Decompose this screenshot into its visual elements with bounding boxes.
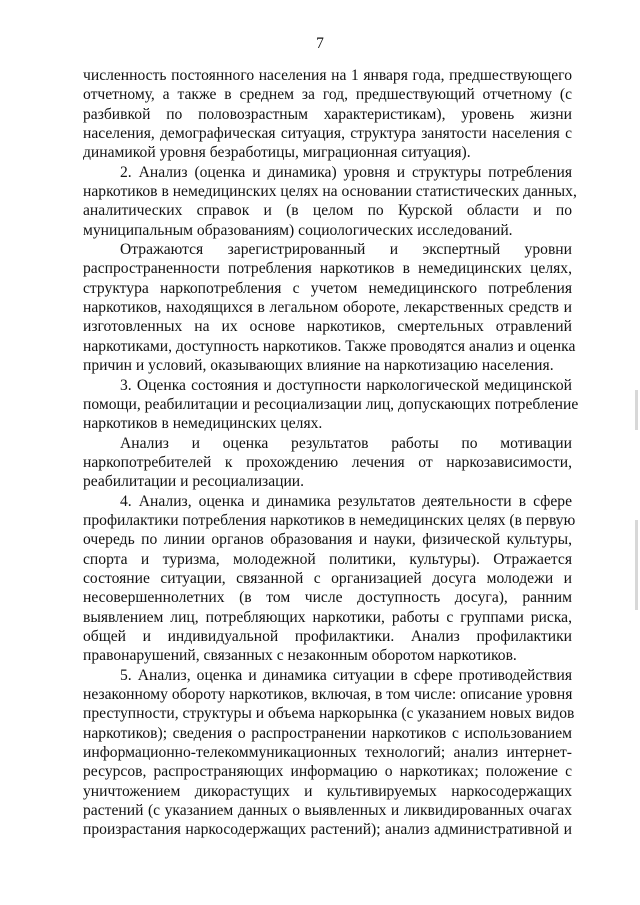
paragraph-item-4	[83, 492, 576, 666]
scan-edge-mark	[635, 520, 638, 610]
text-line: причин и условий, оказывающих влияние на наркотизацию населения.	[83, 357, 554, 375]
text-line: 4. Анализ, оценка и динамика результатов деятельности в сфере	[120, 492, 572, 510]
text-line: реабилитации и ресоциализации.	[83, 473, 305, 491]
text-line: ресурсов, распространяющих информацию о наркотиках; положение с	[83, 763, 572, 781]
text-line: аналитических справок и (в целом по Курской области и по	[83, 202, 572, 220]
scan-edge-mark	[635, 390, 638, 430]
text-line: отчетному, а также в среднем за год, предшествующий отчетному (с	[83, 86, 572, 104]
paragraph-reflected-levels	[83, 240, 576, 375]
text-line: динамикой уровня безработицы, миграционная ситуация).	[83, 144, 471, 162]
paragraph-motivation-analysis	[83, 434, 572, 492]
text-line: наркотиков); сведения о распространении наркотиков с использованием	[83, 724, 572, 742]
text-line: Отражаются зарегистрированный и экспертный уровни	[120, 241, 572, 259]
text-line: состояние ситуации, связанной с организацией досуга молодежи и	[83, 569, 572, 587]
text-line: наркопотребителей к прохождению лечения от наркозависимости,	[83, 453, 572, 471]
text-line: спорта и туризма, молодежной политики, культуры). Отражается	[83, 550, 572, 568]
text-line: населения, демографическая ситуация, структура занятости населения с	[83, 125, 572, 143]
text-line: правонарушений, связанных с незаконным оборотом наркотиков.	[83, 647, 517, 665]
text-line: очередь по линии органов образования и науки, физической культуры,	[83, 531, 572, 549]
text-line: структура наркопотребления с учетом немедицинского потребления	[83, 279, 572, 297]
text-line: наркотиков в немедицинских целях.	[83, 415, 323, 433]
text-line: помощи, реабилитации и ресоциализации лиц, допускающих потребление	[83, 395, 579, 413]
document-body	[83, 66, 579, 840]
text-line: распространенности потребления наркотиков в немедицинских целях,	[83, 260, 572, 278]
text-line: 5. Анализ, оценка и динамика ситуации в сфере противодействия	[120, 666, 572, 684]
text-line: 3. Оценка состояния и доступности наркологической медицинской	[120, 376, 572, 394]
paragraph-item-5	[83, 666, 575, 840]
text-line: незаконному обороту наркотиков, включая, в том числе: описание уровня	[83, 686, 573, 703]
text-line: 2. Анализ (оценка и динамика) уровня и структуры потребления	[120, 163, 572, 181]
text-line: Анализ и оценка результатов работы по мотивации	[120, 434, 572, 452]
text-line: преступности, структуры и объема наркорынка (с указанием новых видов	[83, 705, 575, 723]
text-line: муниципальным образованиям) социологических исследований.	[83, 221, 513, 239]
text-line: растений (с указанием данных о выявленных и ликвидированных очагах	[83, 802, 572, 820]
page-number: 7	[316, 35, 324, 52]
text-line: общей и индивидуальной профилактики. Анализ профилактики	[83, 627, 572, 645]
text-line: уничтожением дикорастущих и культивируемых наркосодержащих	[83, 782, 572, 800]
text-line: численность постоянного населения на 1 января года, предшествующего	[83, 67, 572, 84]
text-line: наркотиков, находящихся в легальном обороте, лекарственных средств и	[83, 299, 572, 317]
text-line: несовершеннолетних (в том числе доступность досуга), ранним	[83, 589, 572, 607]
text-line: наркотиков в немедицинских целях на основании статистических данных,	[83, 183, 577, 201]
text-line: изготовленных на их основе наркотиков, смертельных отравлений	[83, 318, 572, 336]
text-line: выявлением лиц, потребляющих наркотики, работы с группами риска,	[83, 608, 572, 626]
text-line: информационно-телекоммуникационных технологий; анализ интернет-	[83, 744, 572, 762]
paragraph-item-2	[83, 163, 577, 240]
paragraph-population-continuation	[83, 66, 572, 163]
text-line: наркотиками, доступность наркотиков. Также проводятся анализ и оценка	[83, 337, 576, 355]
paragraph-item-3	[83, 376, 579, 434]
text-line: произрастания наркосодержащих растений); анализ административной и	[83, 821, 572, 839]
text-line: разбивкой по половозрастным характеристикам), уровень жизни	[83, 105, 572, 123]
text-line: профилактики потребления наркотиков в немедицинских целях (в первую	[83, 511, 576, 529]
